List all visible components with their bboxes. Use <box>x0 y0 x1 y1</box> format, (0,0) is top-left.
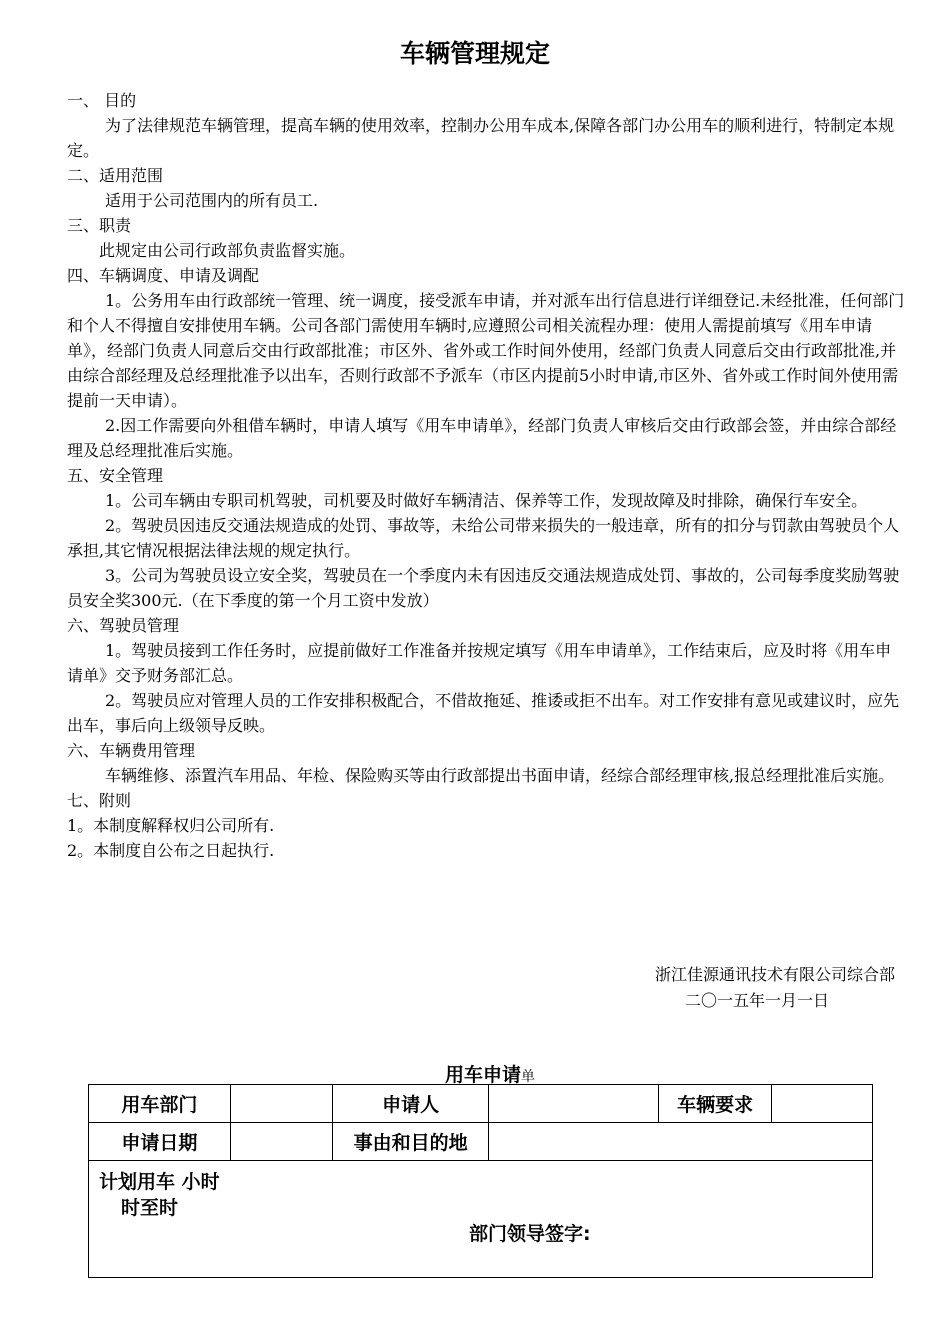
planned-use-label: 计划用车 小时 <box>99 1171 220 1193</box>
signature-organization: 浙江佳源通讯技术有限公司综合部 <box>654 965 895 984</box>
form-title-suffix: 单 <box>521 1069 535 1085</box>
section-heading: 一、 目的 <box>67 91 137 110</box>
section-heading: 六、驾驶员管理 <box>67 616 180 635</box>
appendix-item: 1。本制度解释权归公司所有. <box>67 816 275 835</box>
form-title <box>0 1060 950 1087</box>
label-vehicle-req: 车辆要求 <box>659 1085 772 1123</box>
leader-signature-label: 部门领导签字: <box>469 1223 591 1245</box>
section-heading: 七、附则 <box>67 791 132 810</box>
section-paragraph: 1。公司车辆由专职司机驾驶，司机要及时做好车辆清洁、保养等工作，发现故障及时排除，确保行车安全。 <box>105 491 868 510</box>
form-row <box>89 1085 873 1123</box>
section-paragraph: 1。公务用车由行政部统一管理、统一调度，接受派车申请，并对派车出行信息进行详细登记.未经批准，任何部门和个人不得擅自安排使用车辆。公司各部门需使用车辆时,应遵照公司相关流程办理：使用人需提前填写《用车申请单》，经部门负责人同意后交由行政部批准；市区外、省外或工作时间外使用，经部门负责人同意后交由行政部批准,并由综合部经理及总经理批准予以出车，否则行政部不予派车（市区内提前5小时申请,市区外、省外或工作时间外使用需提前一天申请）。 <box>67 291 905 410</box>
section-paragraph: 此规定由公司行政部负责监督实施。 <box>99 241 356 260</box>
vehicle-request-form <box>88 1084 873 1278</box>
section-heading: 六、车辆费用管理 <box>67 741 196 760</box>
field-vehicle-req[interactable] <box>772 1085 873 1123</box>
document-body <box>67 88 907 863</box>
section-paragraph: 为了法律规范车辆管理，提高车辆的使用效率，控制办公用车成本,保障各部门办公用车的顺利进行，特制定本规定。 <box>67 116 895 160</box>
label-dept: 用车部门 <box>89 1085 231 1123</box>
label-date: 申请日期 <box>89 1123 231 1161</box>
section-paragraph: 2。驾驶员应对管理人员的工作安排积极配合，不借故拖延、推诿或拒不出车。对工作安排有意见或建议时，应先出车，事后向上级领导反映。 <box>67 691 900 735</box>
field-applicant[interactable] <box>489 1085 659 1123</box>
section-paragraph: 3。公司为驾驶员设立安全奖，驾驶员在一个季度内未有因违反交通法规造成处罚、事故的，公司每季度奖励驾驶员安全奖300元.（在下季度的第一个月工资中发放） <box>67 566 900 610</box>
field-date[interactable] <box>230 1123 332 1161</box>
label-purpose: 事由和目的地 <box>332 1123 489 1161</box>
field-dept[interactable] <box>230 1085 332 1123</box>
section-heading: 三、职责 <box>67 216 132 235</box>
signature-date: 二〇一五年一月一日 <box>685 991 830 1010</box>
section-heading: 五、安全管理 <box>67 466 164 485</box>
section-paragraph: 1。驾驶员接到工作任务时，应提前做好工作准备并按规定填写《用车申请单》，工作结束后，应及时将《用车申请单》交予财务部汇总。 <box>67 641 892 685</box>
label-applicant: 申请人 <box>332 1085 489 1123</box>
section-paragraph: 2.因工作需要向外租借车辆时，申请人填写《用车申请单》，经部门负责人审核后交由行政部会签，并由综合部经理及总经理批准后实施。 <box>67 416 897 460</box>
document-title: 车辆管理规定 <box>399 39 550 68</box>
planned-time-label: 时至时 <box>121 1197 179 1219</box>
section-heading: 二、适用范围 <box>67 166 164 185</box>
section-paragraph: 2。驾驶员因违反交通法规造成的处罚、事故等，未给公司带来损失的一般违章，所有的扣分与罚款由驾驶员个人承担,其它情况根据法律法规的规定执行。 <box>67 516 900 560</box>
section-paragraph: 车辆维修、添置汽车用品、年检、保险购买等由行政部提出书面申请，经综合部经理审核,报总经理批准后实施。 <box>105 766 895 785</box>
plan-and-sign-cell[interactable] <box>89 1161 873 1278</box>
section-paragraph: 适用于公司范围内的所有员工. <box>105 191 319 210</box>
section-heading: 四、车辆调度、申请及调配 <box>67 266 260 285</box>
form-row <box>89 1123 873 1161</box>
appendix-item: 2。本制度自公布之日起执行. <box>67 841 275 860</box>
form-title-main: 用车申请 <box>444 1064 521 1086</box>
form-row <box>89 1161 873 1278</box>
field-purpose[interactable] <box>489 1123 873 1161</box>
